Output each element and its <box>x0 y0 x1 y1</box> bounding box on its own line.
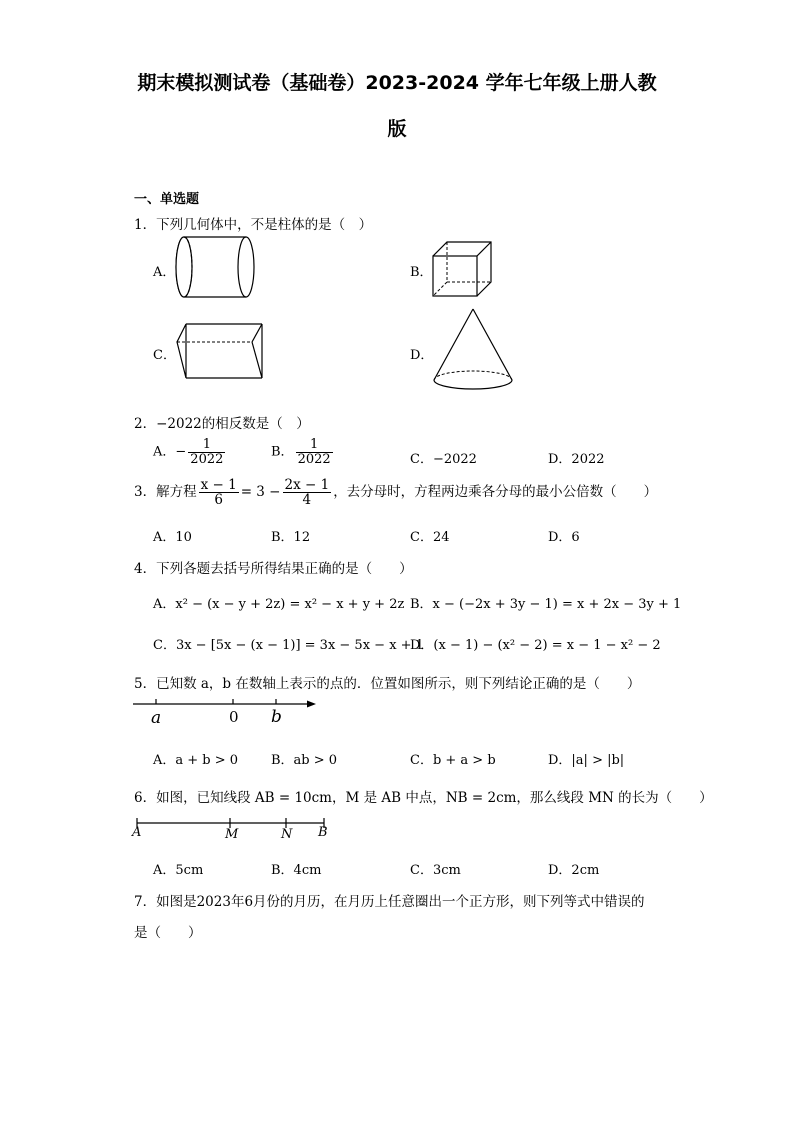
question-6-stem: 6．如图，已知线段 AB = 10cm，M 是 AB 中点，NB = 2cm，那么线段 MN 的长为（ ） <box>134 790 713 806</box>
question-5-stem: 5．已知数 a，b 在数轴上表示的点的．位置如图所示，则下列结论正确的是（ ） <box>134 676 641 692</box>
q1-option-a-label: A． <box>153 265 176 280</box>
number-line-label-zero: 0 <box>229 708 239 726</box>
question-4-stem: 4．下列各题去括号所得结果正确的是（ ） <box>134 561 413 577</box>
segment-label-n: N <box>281 827 293 842</box>
q4-option-c: C．3x − [5x − (x − 1)] = 3x − 5x − x + 1 <box>153 638 424 653</box>
number-line-label-a: a <box>151 708 162 728</box>
q2-option-d: D．2022 <box>548 452 605 467</box>
q1-option-c-label: C． <box>153 348 176 363</box>
q4-option-a: A．x² − (x − y + 2z) = x² − x + y + 2z <box>153 597 405 612</box>
question-2-stem: 2．−2022的相反数是（ ） <box>134 416 310 432</box>
cylinder-figure <box>172 236 262 300</box>
q1-option-d-label: D． <box>410 348 434 363</box>
q5-option-b: B．ab > 0 <box>271 753 338 768</box>
q6-option-b: B．4cm <box>271 863 322 878</box>
question-7-stem-continued: 是（ ） <box>134 925 202 941</box>
q2-option-a <box>153 438 227 466</box>
q6-option-a: A．5cm <box>153 863 204 878</box>
q5-option-d: D．|a| > |b| <box>548 753 625 768</box>
q2-option-b <box>271 438 335 466</box>
q3-fraction-2-numerator: 2x − 1 <box>284 477 330 493</box>
q6-option-d: D．2cm <box>548 863 600 878</box>
page-title: 期末模拟测试卷（基础卷）2023-2024 学年七年级上册人教 <box>137 72 657 94</box>
q3-option-c: C．24 <box>410 530 450 545</box>
q4-option-b: B．x − (−2x + 3y − 1) = x + 2x − 3y + 1 <box>410 597 682 612</box>
triangular-prism-figure <box>174 322 268 380</box>
number-line-label-b: b <box>271 707 282 727</box>
q1-option-b-label: B． <box>410 265 433 280</box>
section-heading: 一、单选题 <box>134 192 200 207</box>
page-title-continued: 版 <box>387 118 407 140</box>
q2-option-c: C．−2022 <box>410 452 477 467</box>
q2-option-a-sign: − <box>175 444 187 460</box>
q2-option-b-label: B． <box>271 444 294 460</box>
q3-stem-suffix: ，去分母时，方程两边乘各分母的最小公倍数（ ） <box>333 484 658 501</box>
q6-option-c: C．3cm <box>410 863 461 878</box>
q3-fraction-1-denominator: 6 <box>214 492 223 509</box>
segment-label-m: M <box>225 827 239 842</box>
q4-option-d: D．(x − 1) − (x² − 2) = x − 1 − x² − 2 <box>410 638 661 653</box>
segment-label-a: A <box>132 825 142 840</box>
q5-option-a: A．a + b > 0 <box>153 753 239 768</box>
q2-option-a-numerator: 1 <box>188 438 225 453</box>
q2-option-b-denominator: 2022 <box>297 451 331 467</box>
q3-option-a: A．10 <box>153 530 192 545</box>
segment-label-b: B <box>318 825 328 840</box>
q3-option-b: B．12 <box>271 530 311 545</box>
q3-fraction-1-numerator: x − 1 <box>200 477 237 493</box>
q5-option-c: C．b + a > b <box>410 753 496 768</box>
question-7-stem: 7．如图是2023年6月份的月历，在月历上任意圈出一个正方形，则下列等式中错误的 <box>134 894 645 910</box>
cone-figure <box>432 308 514 392</box>
q3-stem-middle: = 3 − <box>240 484 281 501</box>
q3-option-d: D．6 <box>548 530 580 545</box>
q2-option-a-label: A． <box>153 444 176 460</box>
cube-figure <box>432 240 494 298</box>
question-1-stem: 1．下列几何体中，不是柱体的是（ ） <box>134 217 373 233</box>
q3-fraction-2-denominator: 4 <box>302 492 312 509</box>
question-3-stem <box>134 478 657 507</box>
q3-stem-prefix: 3．解方程 <box>134 484 197 501</box>
q2-option-b-numerator: 1 <box>296 438 333 453</box>
q2-option-a-denominator: 2022 <box>190 451 224 467</box>
